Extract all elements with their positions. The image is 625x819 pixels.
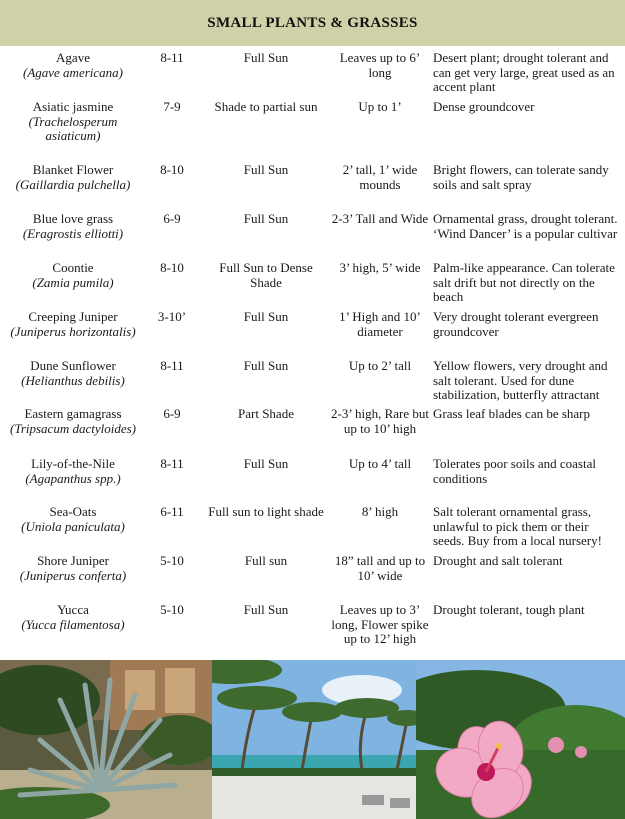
mature-size: 8’ high (361, 504, 399, 519)
scientific-name: (Uniola paniculata) (21, 518, 125, 534)
hardiness-zone: 3-10’ (157, 309, 187, 324)
common-name: Agave (56, 50, 90, 65)
mature-size: 3’ high, 5’ wide (339, 260, 421, 275)
hardiness-zone: 8-11 (160, 456, 184, 471)
agave-photo-icon (0, 660, 212, 819)
light-requirement: Shade to partial sun (214, 99, 318, 114)
light-requirement: Full Sun (243, 456, 289, 471)
plant-notes: Very drought tolerant evergreen groundcover (433, 309, 599, 339)
mature-size: 2’ tall, 1’ wide mounds (342, 162, 418, 192)
mature-size: Leaves up to 3’ long, Flower spike up to 12’ high (331, 602, 429, 646)
hardiness-zone: 8-10 (160, 260, 184, 275)
plant-name-cell (6, 603, 140, 632)
plant-name-cell (6, 310, 140, 339)
light-requirement: Full Sun (243, 162, 289, 177)
common-name: Shore Juniper (37, 553, 109, 568)
hardiness-zone: 6-9 (163, 211, 181, 226)
beach-palms-photo-icon (212, 660, 416, 819)
scientific-name: (Juniperus conferta) (19, 567, 127, 583)
light-requirement: Full Sun (243, 309, 289, 324)
light-requirement: Full Sun (243, 602, 289, 617)
light-requirement: Full Sun (243, 50, 289, 65)
plant-name-cell (6, 212, 140, 241)
mature-size: 18” tall and up to 10’ wide (334, 553, 426, 583)
common-name: Creeping Juniper (28, 309, 118, 324)
light-requirement: Part Shade (238, 406, 294, 421)
photo-strip (0, 660, 625, 819)
scientific-name: (Agave americana) (23, 64, 123, 80)
light-requirement: Full Sun (243, 211, 289, 226)
scientific-name: (Zamia pumila) (32, 274, 114, 290)
plant-notes: Drought and salt tolerant (433, 553, 563, 568)
mature-size: Leaves up to 6’ long (339, 50, 421, 80)
mature-size: Up to 1’ (358, 99, 402, 114)
mature-size: 2-3’ high, Rare but up to 10’ high (331, 406, 429, 436)
hardiness-zone: 5-10 (160, 602, 184, 617)
common-name: Sea-Oats (49, 504, 97, 519)
plant-name-cell (6, 359, 140, 388)
hardiness-zone: 8-10 (160, 162, 184, 177)
hardiness-zone: 6-11 (160, 504, 184, 519)
mature-size: Up to 4’ tall (348, 456, 412, 471)
scientific-name: (Tripsacum dactyloides) (9, 420, 136, 436)
common-name: Coontie (52, 260, 94, 275)
plant-name-cell (6, 100, 140, 144)
plant-notes: Grass leaf blades can be sharp (433, 406, 591, 421)
plant-name-cell (6, 554, 140, 583)
scientific-name: (Trachelosperum asiaticum) (28, 113, 118, 143)
common-name: Lily-of-the-Nile (31, 456, 115, 471)
page-title (0, 0, 625, 46)
beach-palms-photo (212, 660, 416, 819)
plant-notes: Salt tolerant ornamental grass, unlawful to pick them or their seeds. Buy from a local nursery! (433, 504, 602, 548)
scientific-name: (Agapanthus spp.) (25, 470, 121, 486)
plant-name-cell (6, 505, 140, 534)
light-requirement: Full Sun (243, 358, 289, 373)
light-requirement: Full sun (244, 553, 288, 568)
plant-name-cell (6, 457, 140, 486)
mature-size: Up to 2’ tall (348, 358, 412, 373)
plant-notes: Yellow flowers, very drought and salt tolerant. Used for dune stabilization, butterfly attractant (433, 358, 608, 402)
agave-photo (0, 660, 212, 819)
common-name: Yucca (57, 602, 89, 617)
hardiness-zone: 7-9 (163, 99, 181, 114)
hardiness-zone: 6-9 (163, 406, 181, 421)
plant-notes: Tolerates poor soils and coastal conditions (433, 456, 596, 486)
light-requirement: Full sun to light shade (208, 504, 324, 519)
common-name: Blanket Flower (32, 162, 114, 177)
scientific-name: (Yucca filamentosa) (21, 616, 125, 632)
scientific-name: (Eragrostis elliotti) (22, 225, 124, 241)
hardiness-zone: 8-11 (160, 50, 184, 65)
light-requirement: Full Sun to Dense Shade (219, 260, 313, 290)
plant-name-cell (6, 51, 140, 80)
plant-notes: Bright flowers, can tolerate sandy soils and salt spray (433, 162, 609, 192)
scientific-name: (Helianthus debilis) (21, 372, 125, 388)
common-name: Dune Sunflower (30, 358, 116, 373)
hardiness-zone: 5-10 (160, 553, 184, 568)
plant-name-cell (6, 163, 140, 192)
plant-notes: Desert plant; drought tolerant and can get very large, great used as an accent plant (433, 50, 615, 94)
mature-size: 2-3’ Tall and Wide (331, 211, 429, 226)
scientific-name: (Gaillardia pulchella) (15, 176, 131, 192)
plant-name-cell (6, 407, 140, 436)
page-title-text: SMALL PLANTS & GRASSES (207, 14, 418, 31)
hardiness-zone: 8-11 (160, 358, 184, 373)
plant-name-cell (6, 261, 140, 290)
plant-notes: Dense groundcover (433, 99, 535, 114)
common-name: Asiatic jasmine (32, 99, 114, 114)
common-name: Eastern gamagrass (24, 406, 122, 421)
plant-notes: Drought tolerant, tough plant (433, 602, 585, 617)
plant-notes: Ornamental grass, drought tolerant. ‘Wind Dancer’ is a popular cultivar (433, 211, 618, 241)
hibiscus-photo (416, 660, 625, 819)
common-name: Blue love grass (32, 211, 114, 226)
scientific-name: (Juniperus horizontalis) (10, 323, 136, 339)
mature-size: 1’ High and 10’ diameter (339, 309, 421, 339)
hibiscus-photo-icon (416, 660, 625, 819)
plant-notes: Palm-like appearance. Can tolerate salt drift but not directly on the beach (433, 260, 615, 304)
